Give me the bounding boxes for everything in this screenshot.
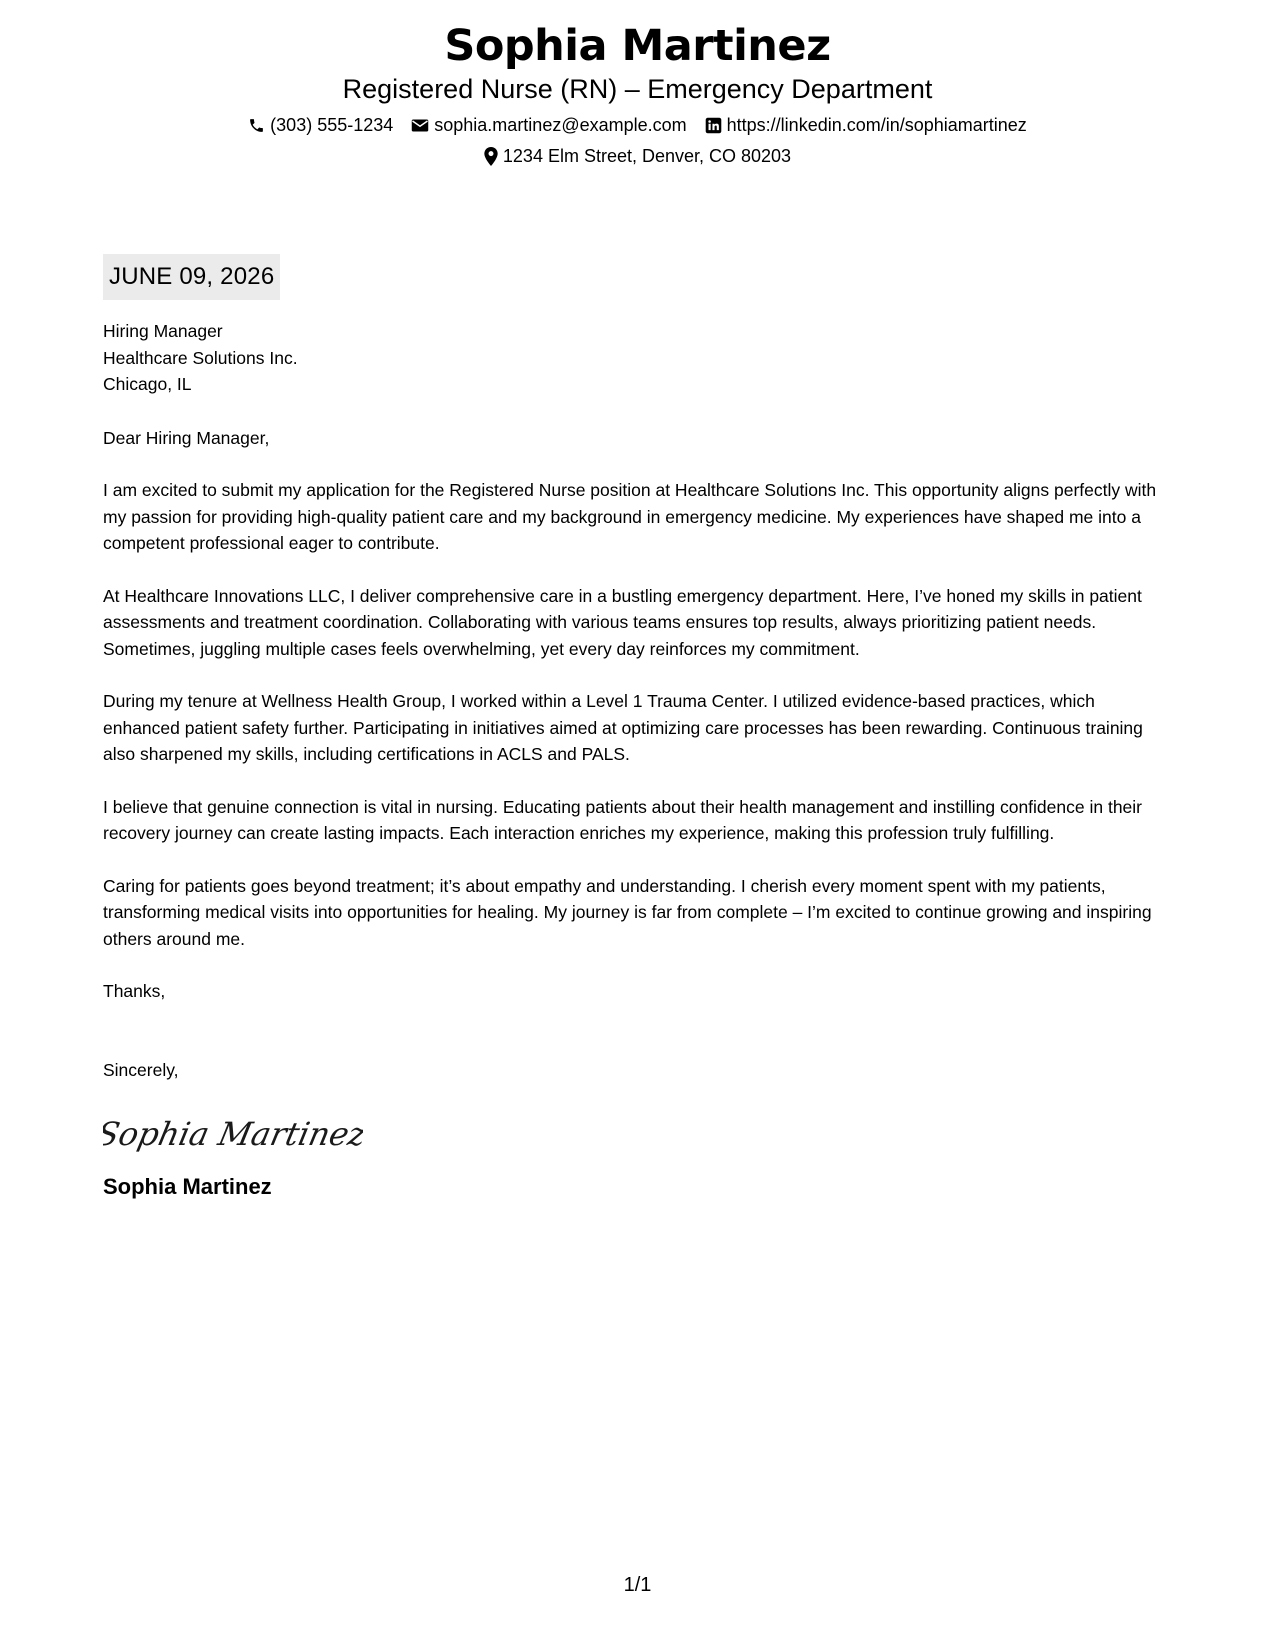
page-number: 1/1	[623, 1574, 652, 1596]
closing-line: Sincerely,	[103, 1059, 179, 1080]
letter-header	[0, 18, 1275, 169]
recipient-line: Hiring Manager	[103, 321, 223, 341]
applicant-title: Registered Nurse (RN) – Emergency Department	[342, 74, 933, 104]
body-paragraph: During my tenure at Wellness Health Group, I worked within a Level 1 Trauma Center. I utilized evidence-based practices, which enhanced patient safety further. Participating in initiatives aimed at optimizing care processes has been rewarding. Continuous training also sharpened my skills, including certifications in ACLS and PALS.	[103, 691, 1143, 764]
phone-text: (303) 555-1234	[270, 115, 394, 135]
envelope-icon	[411, 118, 429, 133]
body-paragraph: I believe that genuine connection is vital in nursing. Educating patients about their health management and instilling confidence in their recovery journey can create lasting impacts. Each interaction enriches my experience, making this profession truly fulfilling.	[103, 796, 1143, 843]
phone-icon	[248, 117, 265, 134]
body-paragraph: I am excited to submit my application for the Registered Nurse position at Healthcare Solutions Inc. This opportunity aligns perfectly with my passion for providing high-quality patient care and my background in emergency medicine. My experiences have shaped me into a competent professional eager to contribute.	[103, 480, 1157, 553]
letter-date: JUNE 09, 2026	[103, 254, 280, 300]
body-paragraph: Caring for patients goes beyond treatment; it’s about empathy and understanding. I cherish every moment spent with my patients, transforming medical visits into opportunities for healing. My journey is far from complete – I’m excited to continue growing and inspiring others around me.	[103, 875, 1152, 949]
contact-address	[484, 143, 791, 169]
recipient-block	[103, 318, 1172, 398]
recipient-line: Healthcare Solutions Inc.	[103, 347, 298, 368]
letter-body	[103, 254, 1172, 1201]
linkedin-icon	[705, 117, 722, 134]
linkedin-text: https://linkedin.com/in/sophiamartinez	[726, 115, 1027, 135]
svg-text:Sophia Martinez: Sophia Martinez	[103, 1115, 363, 1153]
contact-email	[411, 112, 686, 138]
thanks-line: Thanks,	[103, 981, 166, 1001]
salutation: Dear Hiring Manager,	[103, 427, 270, 448]
recipient-line: Chicago, IL	[103, 374, 192, 394]
address-text: 1234 Elm Street, Denver, CO 80203	[502, 146, 792, 166]
signer-name: Sophia Martinez	[103, 1174, 272, 1199]
body-paragraph: At Healthcare Innovations LLC, I deliver comprehensive care in a bustling emergency department. Here, I’ve honed my skills in patient assessments and treatment coordination. Collaborating with various teams ensures top results, always prioritizing patient needs. Sometimes, juggling multiple cases feels overwhelming, yet every day reinforces my commitment.	[103, 585, 1142, 659]
address-row	[0, 143, 1275, 169]
email-text: sophia.martinez@example.com	[434, 115, 687, 135]
handwritten-signature	[103, 1107, 1172, 1159]
contact-phone	[248, 112, 393, 138]
contact-linkedin	[705, 112, 1027, 138]
contact-row	[0, 112, 1275, 138]
applicant-name: Sophia Martinez	[444, 21, 831, 71]
map-marker-icon	[484, 147, 498, 166]
